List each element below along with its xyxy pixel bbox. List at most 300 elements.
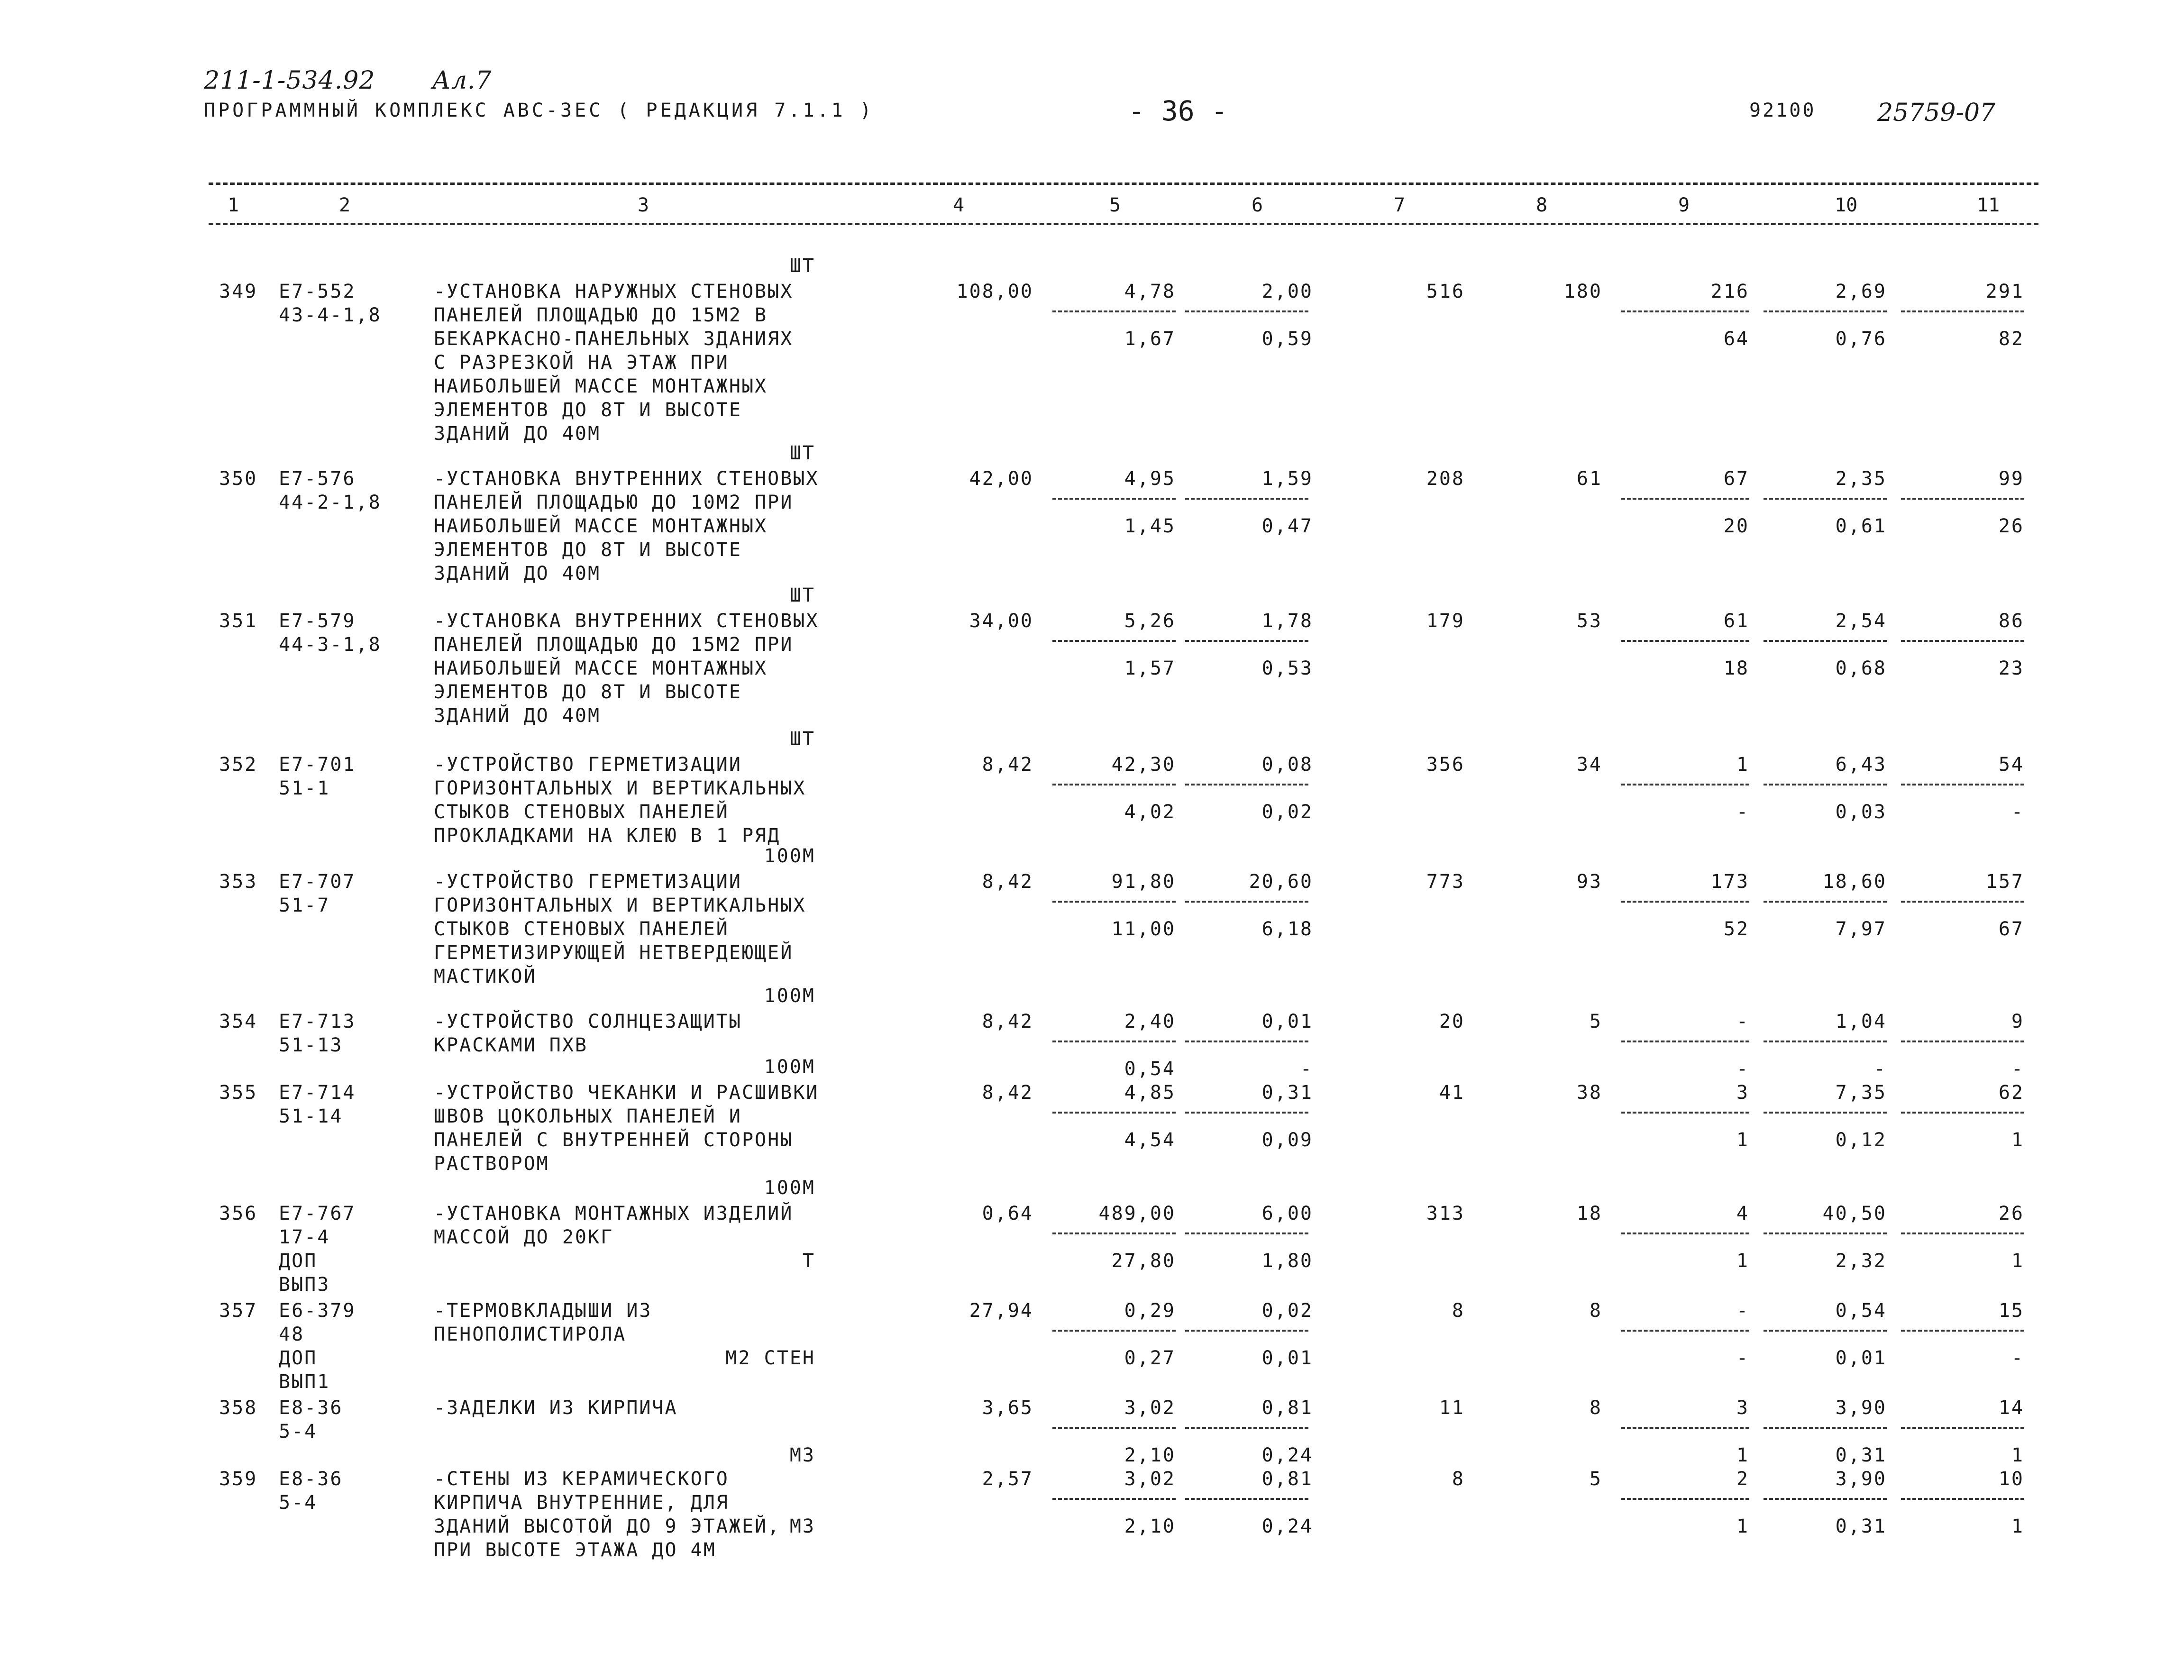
work-description: -УСТАНОВКА ВНУТРЕННИХ СТЕНОВЫХ <box>434 610 819 632</box>
column-header-10: 10 <box>1835 194 1858 216</box>
column-header-9: 9 <box>1678 194 1690 216</box>
labor-total: 99 <box>1998 468 2024 490</box>
unit-label: 100М <box>764 1056 815 1078</box>
fraction-line <box>1621 310 1749 312</box>
labor-total: 54 <box>1998 754 2024 776</box>
unit-cost: 0,29 <box>1124 1300 1176 1322</box>
machine-cost: 0,31 <box>1261 1082 1313 1104</box>
norm-code: ВЫП3 <box>279 1274 330 1296</box>
unit-label: М3 <box>789 1444 815 1466</box>
unit-cost-wage: 1,57 <box>1124 657 1176 679</box>
fraction-line <box>1052 1498 1176 1500</box>
work-description: ШВОВ ЦОКОЛЬНЫХ ПАНЕЛЕЙ И <box>434 1105 742 1127</box>
quantity: 27,94 <box>969 1300 1033 1322</box>
machine-cost-wage: - <box>1300 1058 1313 1080</box>
fraction-line <box>1621 1233 1749 1234</box>
machine-cost: 0,81 <box>1261 1397 1313 1419</box>
total-cost: 208 <box>1426 468 1465 490</box>
labor-unit: 1,04 <box>1835 1011 1887 1032</box>
work-description: ПРИ ВЫСОТЕ ЭТАЖА ДО 4М <box>434 1539 716 1561</box>
work-description: КРАСКАМИ ПХВ <box>434 1034 588 1056</box>
labor-total: 62 <box>1998 1082 2024 1104</box>
fraction-line <box>1901 1427 2024 1429</box>
norm-code: ДОП <box>279 1250 318 1272</box>
labor-total: 86 <box>1998 610 2024 632</box>
unit-cost: 489,00 <box>1098 1203 1176 1224</box>
norm-code: ДОП <box>279 1347 318 1369</box>
work-description: ПАНЕЛЕЙ С ВНУТРЕННЕЙ СТОРОНЫ <box>434 1129 794 1151</box>
row-number: 353 <box>219 871 258 893</box>
total-cost: 356 <box>1426 754 1465 776</box>
column-header-1: 1 <box>228 194 239 216</box>
norm-code: 51-14 <box>279 1105 343 1127</box>
norm-code: Е7-576 <box>279 468 356 490</box>
labor-unit: 3,90 <box>1835 1468 1887 1490</box>
labor-unit: 7,35 <box>1835 1082 1887 1104</box>
machine-cost-wage: 0,24 <box>1261 1444 1313 1466</box>
quantity: 108,00 <box>956 281 1033 302</box>
unit-cost-wage: 4,54 <box>1124 1129 1176 1151</box>
work-description: ГЕРМЕТИЗИРУЮЩЕЙ НЕТВЕРДЕЮЩЕЙ <box>434 942 794 964</box>
work-description: ЗДАНИЙ ДО 40М <box>434 423 601 445</box>
labor-unit: 6,43 <box>1835 754 1887 776</box>
code-label: 92100 <box>1749 100 1816 121</box>
work-description: ПРОКЛАДКАМИ НА КЛЕЮ В 1 РЯД <box>434 825 781 847</box>
fraction-line <box>1052 901 1176 903</box>
operation-cost-wage: 1 <box>1736 1516 1749 1537</box>
quantity: 8,42 <box>982 871 1033 893</box>
registration-number: 25759-07 <box>1877 99 1996 127</box>
norm-code: 43-4-1,8 <box>279 304 382 326</box>
row-number: 355 <box>219 1082 258 1104</box>
total-cost: 773 <box>1426 871 1465 893</box>
norm-code: Е7-552 <box>279 281 356 302</box>
work-description: НАИБОЛЬШЕЙ МАССЕ МОНТАЖНЫХ <box>434 515 768 537</box>
labor-total: 26 <box>1998 1203 2024 1224</box>
work-description: -УСТАНОВКА НАРУЖНЫХ СТЕНОВЫХ <box>434 281 794 302</box>
work-description: НАИБОЛЬШЕЙ МАССЕ МОНТАЖНЫХ <box>434 657 768 679</box>
fraction-line <box>1185 901 1308 903</box>
fraction-line <box>1901 640 2024 642</box>
norm-code: Е8-36 <box>279 1397 343 1419</box>
fraction-line <box>1621 1427 1749 1429</box>
labor-total-wage: - <box>2011 801 2024 823</box>
salary-total: 5 <box>1589 1011 1602 1032</box>
labor-unit-wage: - <box>1873 1058 1887 1080</box>
row-number: 352 <box>219 754 258 776</box>
labor-unit: 2,35 <box>1835 468 1887 490</box>
salary-total: 18 <box>1576 1203 1602 1224</box>
work-description: -УСТРОЙСТВО СОЛНЦЕЗАЩИТЫ <box>434 1011 742 1032</box>
norm-code: Е7-713 <box>279 1011 356 1032</box>
fraction-line <box>1764 498 1887 500</box>
operation-cost: - <box>1736 1011 1749 1032</box>
norm-code: 51-7 <box>279 895 330 916</box>
row-number: 356 <box>219 1203 258 1224</box>
fraction-line <box>1621 784 1749 785</box>
quantity: 8,42 <box>982 1082 1033 1104</box>
unit-cost: 3,02 <box>1124 1397 1176 1419</box>
fraction-line <box>1185 1498 1308 1500</box>
row-number: 349 <box>219 281 258 302</box>
fraction-line <box>1901 901 2024 903</box>
unit-label: ШТ <box>789 255 815 277</box>
operation-cost-wage: - <box>1736 1347 1749 1369</box>
work-description: ЭЛЕМЕНТОВ ДО 8Т И ВЫСОТЕ <box>434 539 742 561</box>
fraction-line <box>1052 1112 1176 1114</box>
operation-cost: 67 <box>1723 468 1749 490</box>
operation-cost-wage: 52 <box>1723 918 1749 940</box>
unit-cost-wage: 0,54 <box>1124 1058 1176 1080</box>
fraction-line <box>1621 901 1749 903</box>
machine-cost: 0,08 <box>1261 754 1313 776</box>
fraction-line <box>1764 1041 1887 1042</box>
norm-code: Е7-714 <box>279 1082 356 1104</box>
fraction-line <box>1764 310 1887 312</box>
machine-cost-wage: 0,24 <box>1261 1516 1313 1537</box>
total-cost: 41 <box>1439 1082 1465 1104</box>
machine-cost-wage: 0,09 <box>1261 1129 1313 1151</box>
operation-cost: 4 <box>1736 1203 1749 1224</box>
labor-total: 157 <box>1985 871 2024 893</box>
machine-cost-wage: 6,18 <box>1261 918 1313 940</box>
fraction-line <box>1052 784 1176 785</box>
labor-total-wage: 1 <box>2011 1250 2024 1272</box>
column-header-11: 11 <box>1977 194 2000 216</box>
operation-cost: 1 <box>1736 754 1749 776</box>
total-cost: 516 <box>1426 281 1465 302</box>
fraction-line <box>1901 1112 2024 1114</box>
labor-unit-wage: 0,68 <box>1835 657 1887 679</box>
labor-unit-wage: 0,61 <box>1835 515 1887 537</box>
fraction-line <box>1901 1041 2024 1042</box>
norm-code: 44-3-1,8 <box>279 634 382 656</box>
fraction-line <box>1621 498 1749 500</box>
work-description: -УСТАНОВКА ВНУТРЕННИХ СТЕНОВЫХ <box>434 468 819 490</box>
salary-total: 5 <box>1589 1468 1602 1490</box>
labor-total-wage: 23 <box>1998 657 2024 679</box>
total-cost: 11 <box>1439 1397 1465 1419</box>
operation-cost: 2 <box>1736 1468 1749 1490</box>
labor-total-wage: 26 <box>1998 515 2024 537</box>
norm-code: Е8-36 <box>279 1468 343 1490</box>
salary-total: 53 <box>1576 610 1602 632</box>
operation-cost: - <box>1736 1300 1749 1322</box>
quantity: 8,42 <box>982 1011 1033 1032</box>
total-cost: 8 <box>1452 1300 1465 1322</box>
salary-total: 180 <box>1563 281 1602 302</box>
fraction-line <box>1185 640 1308 642</box>
machine-cost-wage: 0,02 <box>1261 801 1313 823</box>
unit-cost-wage: 4,02 <box>1124 801 1176 823</box>
total-cost: 20 <box>1439 1011 1465 1032</box>
unit-cost: 4,78 <box>1124 281 1176 302</box>
labor-unit-wage: 0,31 <box>1835 1516 1887 1537</box>
norm-code: 48 <box>279 1324 305 1345</box>
labor-unit: 3,90 <box>1835 1397 1887 1419</box>
salary-total: 93 <box>1576 871 1602 893</box>
unit-label: Т <box>802 1250 815 1272</box>
fraction-line <box>1901 1498 2024 1500</box>
fraction-line <box>1052 640 1176 642</box>
fraction-line <box>1901 784 2024 785</box>
work-description: ПАНЕЛЕЙ ПЛОЩАДЬЮ ДО 15М2 ПРИ <box>434 634 794 656</box>
fraction-line <box>1901 1330 2024 1332</box>
labor-total-wage: - <box>2011 1058 2024 1080</box>
unit-cost-wage: 2,10 <box>1124 1444 1176 1466</box>
unit-cost: 2,40 <box>1124 1011 1176 1032</box>
fraction-line <box>1185 310 1308 312</box>
work-description: -ЗАДЕЛКИ ИЗ КИРПИЧА <box>434 1397 678 1419</box>
labor-unit: 40,50 <box>1822 1203 1887 1224</box>
labor-unit: 2,69 <box>1835 281 1887 302</box>
column-header-4: 4 <box>953 194 965 216</box>
header-separator-bottom <box>209 223 2038 225</box>
operation-cost-wage: 64 <box>1723 328 1749 350</box>
quantity: 34,00 <box>969 610 1033 632</box>
machine-cost: 1,78 <box>1261 610 1313 632</box>
program-title: ПРОГРАММНЫЙ КОМПЛЕКС АВС-3ЕС ( РЕДАКЦИЯ 7.1.1 ) <box>204 100 874 121</box>
salary-total: 38 <box>1576 1082 1602 1104</box>
machine-cost: 0,81 <box>1261 1468 1313 1490</box>
labor-total-wage: 1 <box>2011 1129 2024 1151</box>
fraction-line <box>1052 498 1176 500</box>
labor-unit: 18,60 <box>1822 871 1887 893</box>
labor-unit-wage: 0,31 <box>1835 1444 1887 1466</box>
column-header-3: 3 <box>638 194 649 216</box>
operation-cost-wage: - <box>1736 1058 1749 1080</box>
machine-cost: 1,59 <box>1261 468 1313 490</box>
labor-unit-wage: 0,76 <box>1835 328 1887 350</box>
machine-cost: 20,60 <box>1249 871 1313 893</box>
operation-cost: 3 <box>1736 1082 1749 1104</box>
norm-code: Е6-379 <box>279 1300 356 1322</box>
fraction-line <box>1764 1233 1887 1234</box>
work-description: -УСТАНОВКА МОНТАЖНЫХ ИЗДЕЛИЙ <box>434 1203 794 1224</box>
fraction-line <box>1185 1330 1308 1332</box>
row-number: 354 <box>219 1011 258 1032</box>
row-number: 350 <box>219 468 258 490</box>
norm-code: 51-13 <box>279 1034 343 1056</box>
sheet-label: Ал.7 <box>432 66 492 95</box>
work-description: ПЕНОПОЛИСТИРОЛА <box>434 1324 627 1345</box>
fraction-line <box>1621 1330 1749 1332</box>
work-description: ПАНЕЛЕЙ ПЛОЩАДЬЮ ДО 15М2 В <box>434 304 768 326</box>
work-description: МАССОЙ ДО 20КГ <box>434 1226 614 1248</box>
fraction-line <box>1764 1112 1887 1114</box>
work-description: ЗДАНИЙ ДО 40М <box>434 705 601 727</box>
operation-cost: 61 <box>1723 610 1749 632</box>
norm-code: 5-4 <box>279 1421 318 1443</box>
work-description: ЗДАНИЙ ДО 40М <box>434 563 601 584</box>
norm-code: 44-2-1,8 <box>279 492 382 513</box>
fraction-line <box>1764 1427 1887 1429</box>
operation-cost: 216 <box>1710 281 1749 302</box>
machine-cost: 0,02 <box>1261 1300 1313 1322</box>
unit-label: М3 <box>789 1516 815 1537</box>
quantity: 2,57 <box>982 1468 1033 1490</box>
unit-cost-wage: 11,00 <box>1111 918 1176 940</box>
machine-cost: 2,00 <box>1261 281 1313 302</box>
machine-cost-wage: 0,59 <box>1261 328 1313 350</box>
work-description: РАСТВОРОМ <box>434 1153 549 1175</box>
labor-total-wage: - <box>2011 1347 2024 1369</box>
norm-code: Е7-707 <box>279 871 356 893</box>
norm-code: ВЫП1 <box>279 1371 330 1393</box>
work-description: ЗДАНИЙ ВЫСОТОЙ ДО 9 ЭТАЖЕЙ, <box>434 1516 781 1537</box>
labor-total: 9 <box>2011 1011 2024 1032</box>
unit-cost: 5,26 <box>1124 610 1176 632</box>
column-header-6: 6 <box>1252 194 1263 216</box>
unit-cost: 4,95 <box>1124 468 1176 490</box>
row-number: 351 <box>219 610 258 632</box>
labor-total: 15 <box>1998 1300 2024 1322</box>
salary-total: 8 <box>1589 1397 1602 1419</box>
labor-unit-wage: 0,12 <box>1835 1129 1887 1151</box>
operation-cost-wage: 1 <box>1736 1444 1749 1466</box>
fraction-line <box>1185 784 1308 785</box>
fraction-line <box>1901 1233 2024 1234</box>
fraction-line <box>1901 498 2024 500</box>
labor-unit-wage: 0,01 <box>1835 1347 1887 1369</box>
norm-code: 5-4 <box>279 1492 318 1514</box>
operation-cost: 3 <box>1736 1397 1749 1419</box>
work-description: ЭЛЕМЕНТОВ ДО 8Т И ВЫСОТЕ <box>434 399 742 421</box>
column-header-5: 5 <box>1109 194 1121 216</box>
fraction-line <box>1764 1498 1887 1500</box>
total-cost: 313 <box>1426 1203 1465 1224</box>
machine-cost-wage: 0,47 <box>1261 515 1313 537</box>
norm-code: Е7-579 <box>279 610 356 632</box>
salary-total: 8 <box>1589 1300 1602 1322</box>
work-description: -УСТРОЙСТВО ЧЕКАНКИ И РАСШИВКИ <box>434 1082 819 1104</box>
total-cost: 179 <box>1426 610 1465 632</box>
salary-total: 34 <box>1576 754 1602 776</box>
work-description: МАСТИКОЙ <box>434 966 537 987</box>
unit-cost: 42,30 <box>1111 754 1176 776</box>
work-description: БЕКАРКАСНО-ПАНЕЛЬНЫХ ЗДАНИЯХ <box>434 328 794 350</box>
work-description: СТЫКОВ СТЕНОВЫХ ПАНЕЛЕЙ <box>434 801 729 823</box>
unit-cost: 4,85 <box>1124 1082 1176 1104</box>
norm-code: 17-4 <box>279 1226 330 1248</box>
operation-cost-wage: 18 <box>1723 657 1749 679</box>
fraction-line <box>1052 1233 1176 1234</box>
labor-unit-wage: 7,97 <box>1835 918 1887 940</box>
fraction-line <box>1052 310 1176 312</box>
work-description: -ТЕРМОВКЛАДЫШИ ИЗ <box>434 1300 652 1322</box>
unit-label: М2 СТЕН <box>725 1347 815 1369</box>
fraction-line <box>1764 784 1887 785</box>
salary-total: 61 <box>1576 468 1602 490</box>
operation-cost-wage: 1 <box>1736 1250 1749 1272</box>
unit-cost-wage: 1,45 <box>1124 515 1176 537</box>
work-description: -УСТРОЙСТВО ГЕРМЕТИЗАЦИИ <box>434 871 742 893</box>
unit-label: ШТ <box>789 728 815 750</box>
fraction-line <box>1052 1427 1176 1429</box>
unit-label: ШТ <box>789 584 815 606</box>
work-description: С РАЗРЕЗКОЙ НА ЭТАЖ ПРИ <box>434 352 729 374</box>
unit-label: 100М <box>764 1177 815 1199</box>
labor-unit-wage: 0,03 <box>1835 801 1887 823</box>
labor-unit-wage: 2,32 <box>1835 1250 1887 1272</box>
quantity: 42,00 <box>969 468 1033 490</box>
work-description: ЭЛЕМЕНТОВ ДО 8Т И ВЫСОТЕ <box>434 681 742 703</box>
labor-unit: 2,54 <box>1835 610 1887 632</box>
operation-cost: 173 <box>1710 871 1749 893</box>
total-cost: 8 <box>1452 1468 1465 1490</box>
labor-total-wage: 82 <box>1998 328 2024 350</box>
norm-code: 51-1 <box>279 777 330 799</box>
unit-cost-wage: 1,67 <box>1124 328 1176 350</box>
doc-code-text: 211-1-534.92 <box>204 66 375 95</box>
quantity: 8,42 <box>982 754 1033 776</box>
fraction-line <box>1764 901 1887 903</box>
machine-cost: 6,00 <box>1261 1203 1313 1224</box>
header-separator-top <box>209 183 2038 185</box>
quantity: 0,64 <box>982 1203 1033 1224</box>
fraction-line <box>1185 1112 1308 1114</box>
work-description: ГОРИЗОНТАЛЬНЫХ И ВЕРТИКАЛЬНЫХ <box>434 777 806 799</box>
unit-label: 100М <box>764 845 815 867</box>
column-header-7: 7 <box>1394 194 1406 216</box>
operation-cost-wage: - <box>1736 801 1749 823</box>
work-description: -УСТРОЙСТВО ГЕРМЕТИЗАЦИИ <box>434 754 742 776</box>
operation-cost-wage: 20 <box>1723 515 1749 537</box>
operation-cost-wage: 1 <box>1736 1129 1749 1151</box>
unit-cost-wage: 2,10 <box>1124 1516 1176 1537</box>
labor-total-wage: 1 <box>2011 1516 2024 1537</box>
row-number: 359 <box>219 1468 258 1490</box>
row-number: 357 <box>219 1300 258 1322</box>
work-description: КИРПИЧА ВНУТРЕННИЕ, ДЛЯ <box>434 1492 729 1514</box>
labor-unit: 0,54 <box>1835 1300 1887 1322</box>
labor-total: 10 <box>1998 1468 2024 1490</box>
column-header-2: 2 <box>339 194 351 216</box>
work-description: СТЫКОВ СТЕНОВЫХ ПАНЕЛЕЙ <box>434 918 729 940</box>
machine-cost-wage: 0,53 <box>1261 657 1313 679</box>
fraction-line <box>1185 498 1308 500</box>
unit-cost-wage: 27,80 <box>1111 1250 1176 1272</box>
page-number: - 36 - <box>1128 95 1228 127</box>
row-number: 358 <box>219 1397 258 1419</box>
work-description: -СТЕНЫ ИЗ КЕРАМИЧЕСКОГО <box>434 1468 729 1490</box>
unit-cost: 91,80 <box>1111 871 1176 893</box>
work-description: ГОРИЗОНТАЛЬНЫХ И ВЕРТИКАЛЬНЫХ <box>434 895 806 916</box>
fraction-line <box>1901 310 2024 312</box>
norm-code: Е7-767 <box>279 1203 356 1224</box>
quantity: 3,65 <box>982 1397 1033 1419</box>
work-description: ПАНЕЛЕЙ ПЛОЩАДЬЮ ДО 10М2 ПРИ <box>434 492 794 513</box>
machine-cost-wage: 1,80 <box>1261 1250 1313 1272</box>
fraction-line <box>1185 1233 1308 1234</box>
work-description: НАИБОЛЬШЕЙ МАССЕ МОНТАЖНЫХ <box>434 375 768 397</box>
column-header-8: 8 <box>1536 194 1548 216</box>
doc-code <box>204 66 492 95</box>
fraction-line <box>1621 1041 1749 1042</box>
machine-cost: 0,01 <box>1261 1011 1313 1032</box>
fraction-line <box>1185 1041 1308 1042</box>
unit-cost-wage: 0,27 <box>1124 1347 1176 1369</box>
labor-total-wage: 1 <box>2011 1444 2024 1466</box>
labor-total: 291 <box>1985 281 2024 302</box>
fraction-line <box>1052 1041 1176 1042</box>
fraction-line <box>1185 1427 1308 1429</box>
fraction-line <box>1621 640 1749 642</box>
fraction-line <box>1764 1330 1887 1332</box>
fraction-line <box>1764 640 1887 642</box>
labor-total-wage: 67 <box>1998 918 2024 940</box>
machine-cost-wage: 0,01 <box>1261 1347 1313 1369</box>
